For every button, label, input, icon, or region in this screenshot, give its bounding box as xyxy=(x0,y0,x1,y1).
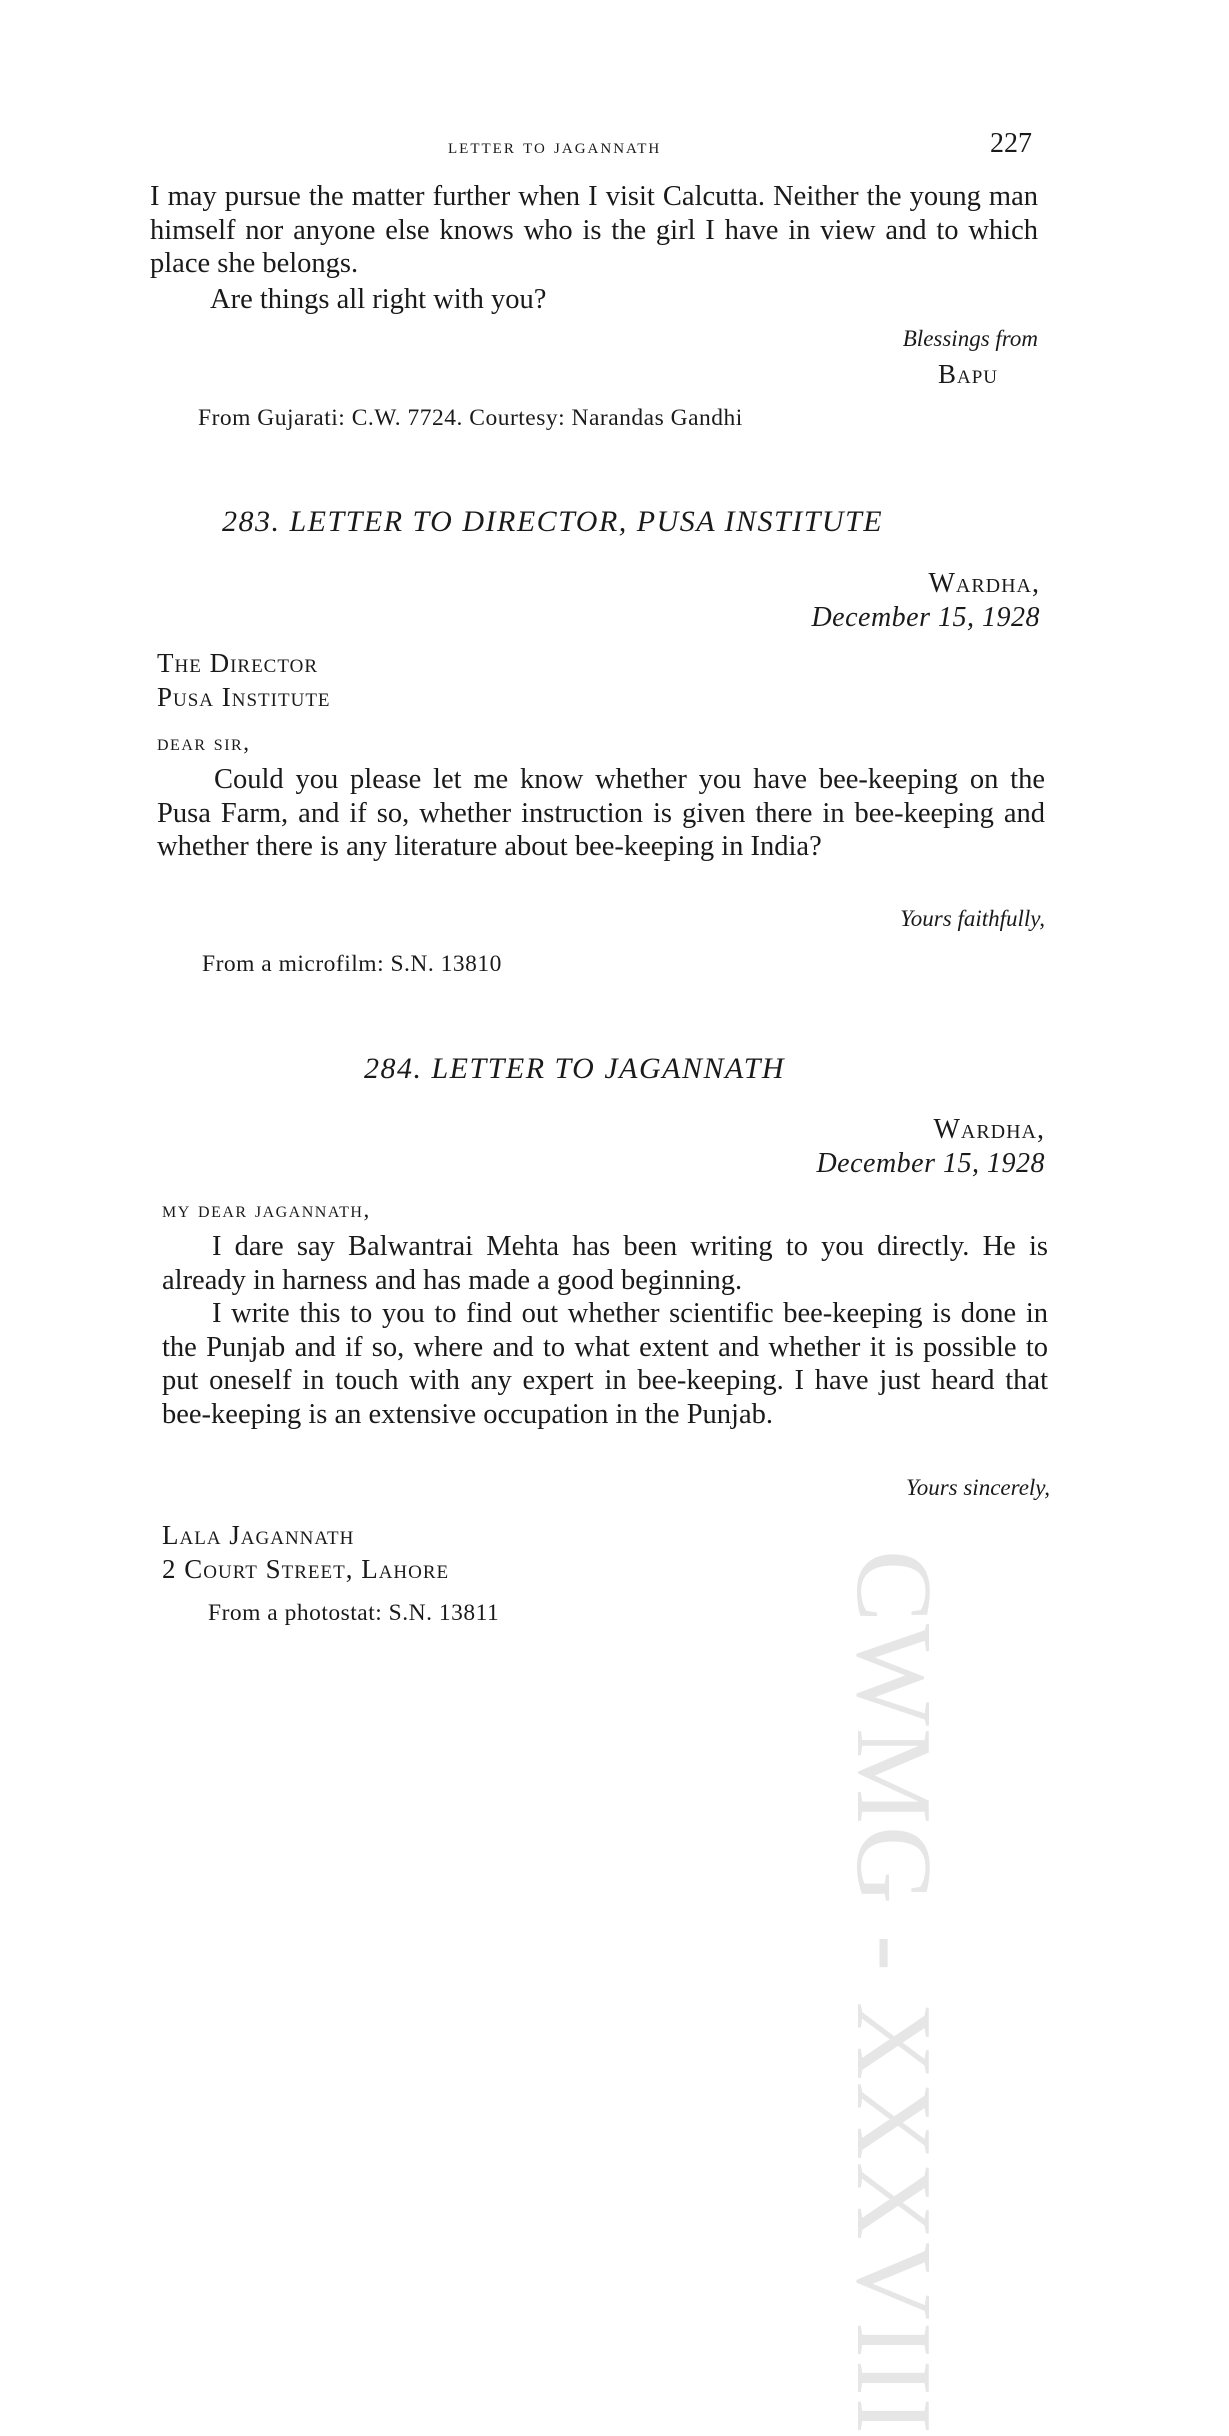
letter-284-place: Wardha, xyxy=(933,1114,1045,1145)
letter-283-source: From a microfilm: S.N. 13810 xyxy=(202,951,502,977)
letter-284-salutation: my dear jagannath, xyxy=(162,1197,371,1222)
letter-283-salutation: dear sir, xyxy=(157,730,251,755)
letter-284-source: From a photostat: S.N. 13811 xyxy=(208,1600,500,1626)
letter-283-place: Wardha, xyxy=(928,568,1040,599)
letter-284-date: December 15, 1928 xyxy=(816,1148,1045,1179)
letter-284-paragraph-2: I write this to you to find out whether scientific bee-keeping is done in the Punjab and if so, where and to what extent and whether it is possible to put oneself in touch with any expert in bee-keeping. I have just heard that bee-keeping is an extensive occupation in the Punjab. xyxy=(162,1298,1048,1430)
running-title: letter to jagannath xyxy=(448,134,662,158)
letter-283-title: 283. LETTER TO DIRECTOR, PUSA INSTITUTE xyxy=(222,505,884,538)
page-number: 227 xyxy=(990,128,1032,159)
watermark: CWMG - XXXVIII xyxy=(834,1550,953,2436)
letter-283-closing: Yours faithfully, xyxy=(900,906,1045,931)
continuation-source: From Gujarati: C.W. 7724. Courtesy: Narandas Gandhi xyxy=(198,405,743,431)
letter-283-addressee-line-1: The Director xyxy=(157,648,319,678)
letter-284-paragraph-1: I dare say Balwantrai Mehta has been writing to you directly. He is already in harness and has made a good beginning. xyxy=(162,1231,1048,1296)
letter-283-date: December 15, 1928 xyxy=(811,602,1040,633)
continuation-signature: Bapu xyxy=(937,359,998,389)
letter-284-title: 284. LETTER TO JAGANNATH xyxy=(364,1052,786,1085)
letter-284-addressee-line-2: 2 Court Street, Lahore xyxy=(162,1554,450,1584)
continuation-closing: Blessings from xyxy=(902,326,1038,351)
letter-283-addressee-line-2: Pusa Institute xyxy=(157,682,331,712)
letter-284-closing: Yours sincerely, xyxy=(906,1475,1050,1500)
continuation-paragraph-2: Are things all right with you? xyxy=(210,284,547,315)
letter-284-addressee-line-1: Lala Jagannath xyxy=(162,1520,355,1550)
continuation-paragraph-1: I may pursue the matter further when I visit Calcutta. Neither the young man himself nor anyone else knows who is the girl I have in view and to which place she belongs. xyxy=(150,181,1038,279)
letter-283-body: Could you please let me know whether you have bee-keeping on the Pusa Farm, and if so, whether instruction is given there in bee-keeping and whether there is any literature about bee-keeping in India? xyxy=(157,764,1045,862)
